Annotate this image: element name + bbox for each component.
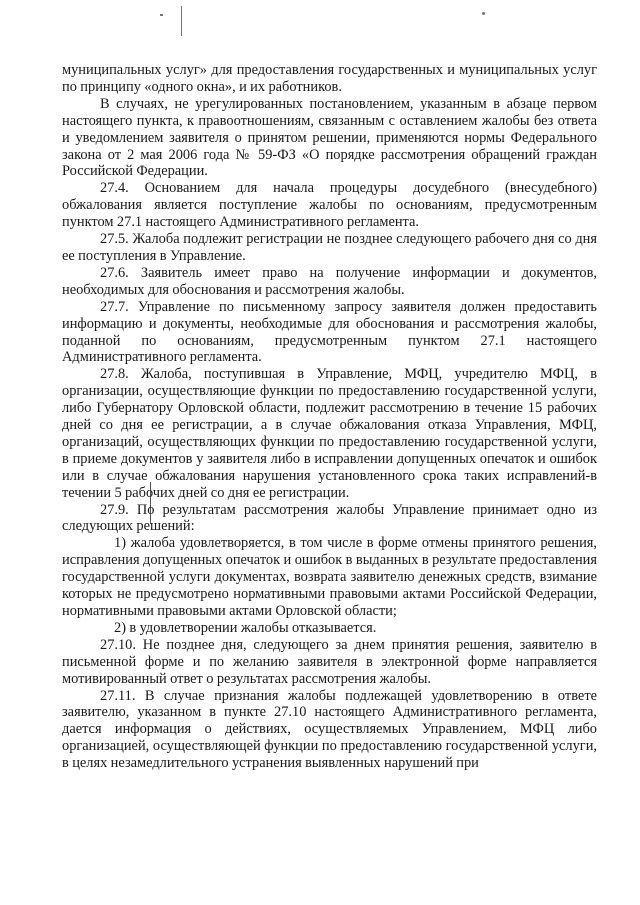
paragraph-continuation: муниципальных услуг» для предоставления государственных и муниципальных услуг по принципу «одного окна», и их работников. — [62, 62, 597, 95]
paragraph-unregulated-cases: В случаях, не урегулированных постановлением, указанным в абзаце первом настоящего пункта, к правоотношениям, связанным с оставлением жалобы без ответа и уведомлением заявителя о принятом решении, применяются нормы Федерального закона от 2 мая 2006 года № 59-ФЗ «О порядке рассмотрения обращений граждан Российской Федерации. — [62, 95, 597, 180]
paragraph-27-5: 27.5. Жалоба подлежит регистрации не позднее следующего рабочего дня со дня ее поступления в Управление. — [62, 231, 597, 264]
paragraph-27-4: 27.4. Основанием для начала процедуры досудебного (внесудебного) обжалования является поступление жалобы по основаниям, предусмотренным пунктом 27.1 настоящего Административного регламента. — [62, 180, 597, 231]
paragraph-27-9: 27.9. По результатам рассмотрения жалобы Управление принимает одно из следующих решений: — [62, 501, 597, 535]
list-item-1: 1) жалоба удовлетворяется, в том числе в форме отмены принятого решения, исправления допущенных опечаток и ошибок в выданных в результате предоставления государственной услуги документах, возврата заявителю денежных средств, взимание которых не предусмотрено нормативными правовыми актами Российской Федерации, нормативными правовыми актами Орловской области; — [62, 535, 597, 619]
paragraph-27-11: 27.11. В случае признания жалобы подлежащей удовлетворению в ответе заявителю, указанном в пункте 27.10 настоящего Административного регламента, дается информация о действиях, осуществляемых Управлением, МФЦ либо организацией, осуществляющей функции по предоставлению государственной услуги, в целях незамедлительного устранения выявленных нарушений при — [62, 687, 597, 772]
paragraph-27-6: 27.6. Заявитель имеет право на получение информации и документов, необходимых для обоснования и рассмотрения жалобы. — [62, 264, 597, 298]
scan-artifact — [482, 12, 485, 15]
scan-artifact — [160, 14, 163, 16]
scan-artifact — [181, 6, 182, 36]
list-item-2: 2) в удовлетворении жалобы отказывается. — [114, 619, 377, 636]
document-body — [62, 62, 597, 772]
paragraph-27-10: 27.10. Не позднее дня, следующего за днем принятия решения, заявителю в письменной форме и по желанию заявителя в электронной форме направляется мотивированный ответ о результатах рассмотрения жалобы. — [62, 636, 597, 687]
paragraph-27-7: 27.7. Управление по письменному запросу заявителя должен предоставить информацию и документы, необходимые для обоснования и рассмотрения жалобы, поданной по основаниям, предусмотренным пунктом 27.1 настоящего Административного регламента. — [62, 298, 597, 366]
paragraph-27-8: 27.8. Жалоба, поступившая в Управление, МФЦ, учредителю МФЦ, в организации, осуществляющие функции по предоставлению государственной услуги, либо Губернатору Орловской области, подлежит рассмотрению в течение 15 рабочих дней со дня ее регистрации, а в случае обжалования отказа Управления, МФЦ, организаций, осуществляющих функции по предоставлению государственной услуги, в приеме документов у заявителя либо в исправлении допущенных опечаток и ошибок или в случае обжалования нарушения установленного срока таких исправлений-в течении 5 рабочих дней со дня ее регистрации. — [62, 366, 597, 501]
